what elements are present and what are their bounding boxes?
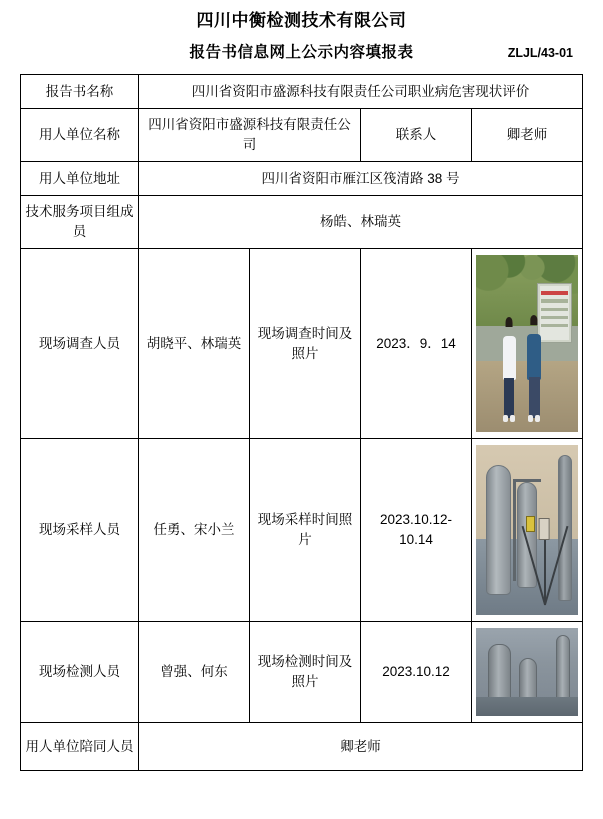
photo-person-left [500, 319, 517, 418]
row-label-employer-name: 用人单位名称 [21, 109, 139, 162]
photo-pipe [513, 479, 516, 581]
site-sampling-photo [476, 445, 578, 615]
photo-tripod [533, 523, 555, 605]
row-photo-detection [472, 622, 583, 723]
table-row [21, 75, 583, 109]
table-row [21, 622, 583, 723]
row-value-sampling-personnel: 任勇、宋小兰 [139, 439, 250, 622]
photo-tank [486, 465, 510, 594]
row-value-accompanying-personnel: 卿老师 [139, 723, 583, 771]
row-label-contact-person: 联系人 [361, 109, 472, 162]
row-value-report-name: 四川省资阳市盛源科技有限责任公司职业病危害现状评价 [139, 75, 583, 109]
table-row [21, 249, 583, 439]
row-label-sampling-personnel: 现场采样人员 [21, 439, 139, 622]
site-survey-photo [476, 255, 578, 432]
row-label-survey-time-photo: 现场调查时间及照片 [250, 249, 361, 439]
site-detection-photo [476, 628, 578, 716]
row-value-survey-personnel: 胡晓平、林瑞英 [139, 249, 250, 439]
row-value-employer-name: 四川省资阳市盛源科技有限责任公司 [139, 109, 361, 162]
row-label-accompanying-personnel: 用人单位陪同人员 [21, 723, 139, 771]
table-row [21, 162, 583, 196]
company-title: 四川中衡检测技术有限公司 [196, 11, 407, 30]
row-value-detection-date: 2023.10.12 [361, 622, 472, 723]
photo-sampler-device [539, 518, 550, 539]
table-row [21, 196, 583, 249]
photo-pipe [513, 479, 542, 482]
table-row [21, 439, 583, 622]
row-photo-sampling [472, 439, 583, 622]
row-value-sampling-date: 2023.10.12-10.14 [361, 439, 472, 622]
row-label-detection-personnel: 现场检测人员 [21, 622, 139, 723]
row-label-survey-personnel: 现场调查人员 [21, 249, 139, 439]
row-label-report-name: 报告书名称 [21, 75, 139, 109]
table-row [21, 109, 583, 162]
row-label-sampling-time-photo: 现场采样时间照片 [250, 439, 361, 622]
row-label-employer-address: 用人单位地址 [21, 162, 139, 196]
photo-person-right [525, 317, 543, 418]
row-photo-survey [472, 249, 583, 439]
row-label-team-members: 技术服务项目组成员 [21, 196, 139, 249]
report-info-table [20, 74, 583, 771]
document-header [0, 0, 603, 68]
row-value-employer-address: 四川省资阳市雁江区筏清路 38 号 [139, 162, 583, 196]
table-row [21, 723, 583, 771]
photo-floor [476, 697, 578, 716]
row-label-detection-time-photo: 现场检测时间及照片 [250, 622, 361, 723]
form-title-row [0, 38, 603, 68]
row-value-team-members: 杨皓、林瑞英 [139, 196, 583, 249]
row-value-detection-personnel: 曾强、何东 [139, 622, 250, 723]
form-title: 报告书信息网上公示内容填报表 [189, 44, 414, 61]
row-value-contact-person: 卿老师 [472, 109, 583, 162]
document-code: ZLJL/43-01 [507, 46, 573, 60]
row-value-survey-date: 2023．9．14 [361, 249, 472, 439]
